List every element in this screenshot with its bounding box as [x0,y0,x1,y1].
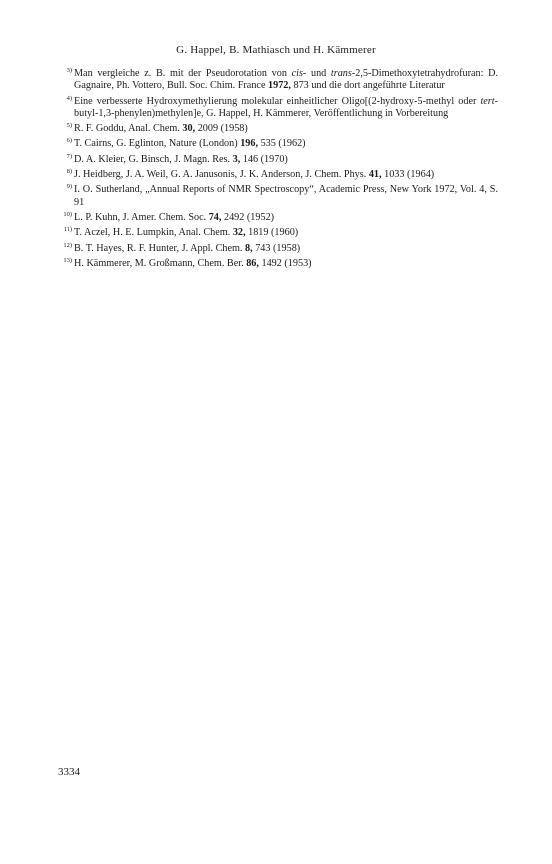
running-header: G. Happel, B. Mathiasch und H. Kämmerer [176,44,376,56]
reference-text-segment: I. O. Sutherland, „Annual Reports of NMR Spectroscopy“, Academic Press, New York 1972, Vol. 4, S. 91 [74,184,498,208]
reference-text [74,169,434,180]
volume-number: 196, [240,138,259,150]
reference-item [58,138,498,150]
reference-number: 3 ) [58,65,72,77]
reference-text-segment: R. F. Goddu, Anal. Chem. [74,123,183,135]
reference-text [74,123,248,134]
reference-item [58,96,498,121]
reference-item [58,68,498,93]
reference-number: 13 ) [58,255,72,267]
reference-number: 11 ) [58,224,72,236]
reference-text [74,212,274,223]
reference-text-segment: 1492 (1953) [258,257,312,269]
reference-text-segment: Man vergleiche z. B. mit der Pseudorotation von [74,68,292,79]
italic-term: trans [330,68,352,79]
reference-text-segment: 2492 (1952) [221,211,275,223]
reference-item [58,184,498,209]
reference-text-segment: H. Kämmerer, M. Großmann, Chem. Ber. [74,257,247,269]
volume-number: 86, [246,257,259,269]
reference-number: 4 ) [58,93,72,105]
reference-text [74,184,498,207]
reference-text-segment: 873 und die dort angeführte Literatur [290,80,445,92]
reference-text-segment: 1033 (1964) [381,169,435,181]
reference-text-segment: 2009 (1958) [195,123,248,135]
reference-text-segment: - und [302,68,331,79]
reference-text-segment: 146 (1970) [240,153,288,165]
reference-text-segment: 743 (1958) [252,242,301,254]
reference-item [58,154,498,166]
reference-text-segment: L. P. Kuhn, J. Amer. Chem. Soc. [74,211,209,223]
reference-text-segment: Eine verbesserte Hydroxymethylierung molekular einheitlicher Oligo[(2-hydroxy-5-methyl oder [74,95,481,107]
reference-text-segment: T. Aczel, H. E. Lumpkin, Anal. Chem. [74,227,233,239]
reference-number: 6 ) [58,135,72,147]
reference-item [58,243,498,255]
reference-item [58,212,498,224]
reference-text-segment: D. A. Kleier, G. Binsch, J. Magn. Res. [74,153,233,165]
reference-number: 7 ) [58,151,72,163]
reference-text [74,138,306,149]
volume-number: 74, [208,211,222,223]
reference-list [58,68,498,273]
reference-text-segment: 535 (1962) [258,138,306,150]
reference-item [58,258,498,270]
reference-number: 9 ) [58,181,72,193]
reference-text [74,243,300,254]
reference-item [58,227,498,239]
reference-item [58,123,498,135]
reference-text-segment: B. T. Hayes, R. F. Hunter, J. Appl. Chem. [74,242,246,254]
reference-text [74,258,312,269]
reference-number: 8 ) [58,166,72,178]
reference-text-segment: T. Cairns, G. Eglinton, Nature (London) [74,138,241,150]
volume-number: 32, [232,227,246,239]
volume-number: 8, [245,242,253,254]
reference-item [58,169,498,181]
reference-text [74,68,498,91]
reference-text-segment: J. Heidberg, J. A. Weil, G. A. Janusonis, J. K. Anderson, J. Chem. Phys. [74,169,369,181]
volume-number: 3, [232,153,241,165]
reference-number: 5 ) [58,120,72,132]
volume-number: 1972, [268,80,291,92]
reference-text-segment: 1819 (1960) [245,227,299,239]
reference-text-segment: -butyl-1,3-phenylen)methylen]e, G. Happel, H. Kämmerer, Veröffentlichung in Vorbereitung [74,95,498,119]
reference-text-segment: -2,5-Dimethoxytetrahydrofuran: D. Gagnaire, Ph. Vottero, Bull. Soc. Chim. France [74,68,498,92]
reference-text [74,96,498,119]
reference-number: 12 ) [58,240,72,252]
italic-term: cis [291,68,303,79]
reference-number: 10 ) [58,209,72,221]
volume-number: 30, [182,123,196,135]
italic-term: tert [480,95,495,107]
reference-text [74,227,298,238]
reference-text [74,154,288,165]
volume-number: 41, [368,169,382,181]
page-number: 3334 [58,766,80,778]
